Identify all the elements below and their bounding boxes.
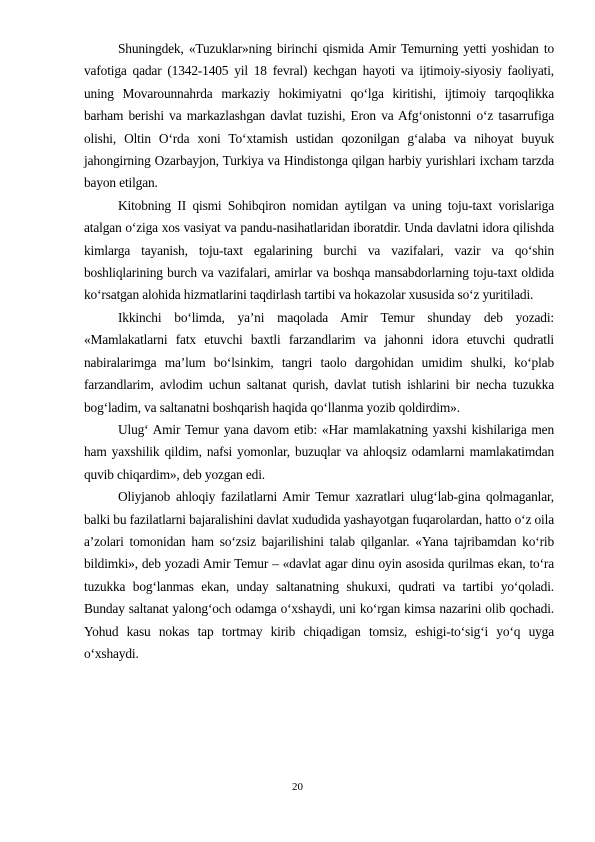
page-number: 20 [292,781,303,793]
paragraph-4: Ulug‘ Amir Temur yana davom etib: «Har mamlakatning yaxshi kishilariga men ham yaxshilik qildim, nafsi yomonlar, buzuqlar va ahloqsiz odamlarni mamlakatimdan quvib chiqardim», deb yozgan edi. [84,421,554,482]
document-body [84,38,554,665]
paragraph-5: Oliyjanob ahloqiy fazilatlarni Amir Temur xazratlari ulug‘lab-gina qolmaganlar, balki bu fazilatlarni bajaralishini davlat xududida yashayotgan fuqarolardan, hatto o‘z oila a’zolari tomonidan ham so‘zsiz bajarilishini talab qilganlar. «Yana tajribamdan ko‘rib bildimki», deb yozadi Amir Temur – «davlat agar dinu oyin asosida qurilmas ekan, to‘ra tuzukka bog‘lanmas ekan, unday saltanatning shukuxi, qudrati va tartibi yo‘qoladi. Bunday saltanat yalong‘och odamga o‘xshaydi, uni ko‘rgan kimsa nazarini olib qochadi. Yohud kasu nokas tap tortmay kirib chiqadigan tomsiz, eshigi-to‘sig‘i yo‘q uyga o‘xshaydi. [84,489,554,661]
paragraph-1: Shuningdek, «Tuzuklar»ning birinchi qismida Amir Temurning yetti yoshidan to vafotiga qadar (1342-1405 yil 18 fevral) kechgan hayoti va ijtimoiy-siyosiy faoliyati, uning Movarounnahrda markaziy hokimiyatni qo‘lga kiritishi, ijtimoiy tarqoqlikka barham berishi va markazlashgan davlat tuzishi, Eron va Afg‘onistonni o‘z tasarrufiga olishi, Oltin O‘rda xoni To‘xtamish ustidan qozonilgan g‘alaba va nihoyat buyuk jahongirning Ozarbayjon, Turkiya va Hindistonga qilgan harbiy yurishlari ixcham tarzda bayon etilgan. [84,41,554,191]
paragraph-2: Kitobning II qismi Sohibqiron nomidan aytilgan va uning toju-taxt vorislariga atalgan o‘ziga xos vasiyat va pandu-nasihatlaridan iboratdir. Unda davlatni idora qilishda kimlarga tayanish, toju-taxt egalarining burchi va vazifalari, vazir va qo‘shin boshliqlarining burch va vazifalari, amirlar va boshqa mansabdorlarning toju-taxt oldida ko‘rsatgan alohida hizmatlarini taqdirlash tartibi va hokazolar xususida so‘z yuritiladi. [84,197,554,303]
paragraph-3: Ikkinchi bo‘limda, ya’ni maqolada Amir Temur shunday deb yozadi: «Mamlakatlarni fatx etuvchi baxtli farzandlarim va jahonni idora etuvchi qudratli nabiralarimga ma’lum bo‘lsinkim, tangri taolo dargohidan umidim shulki, ko‘plab farzandlarim, avlodim uchun saltanat qurish, davlat tutish ishlarini bir necha tuzukka bog‘ladim, va saltanatni boshqarish haqida qo‘llanma yozib qoldirdim». [84,309,554,415]
